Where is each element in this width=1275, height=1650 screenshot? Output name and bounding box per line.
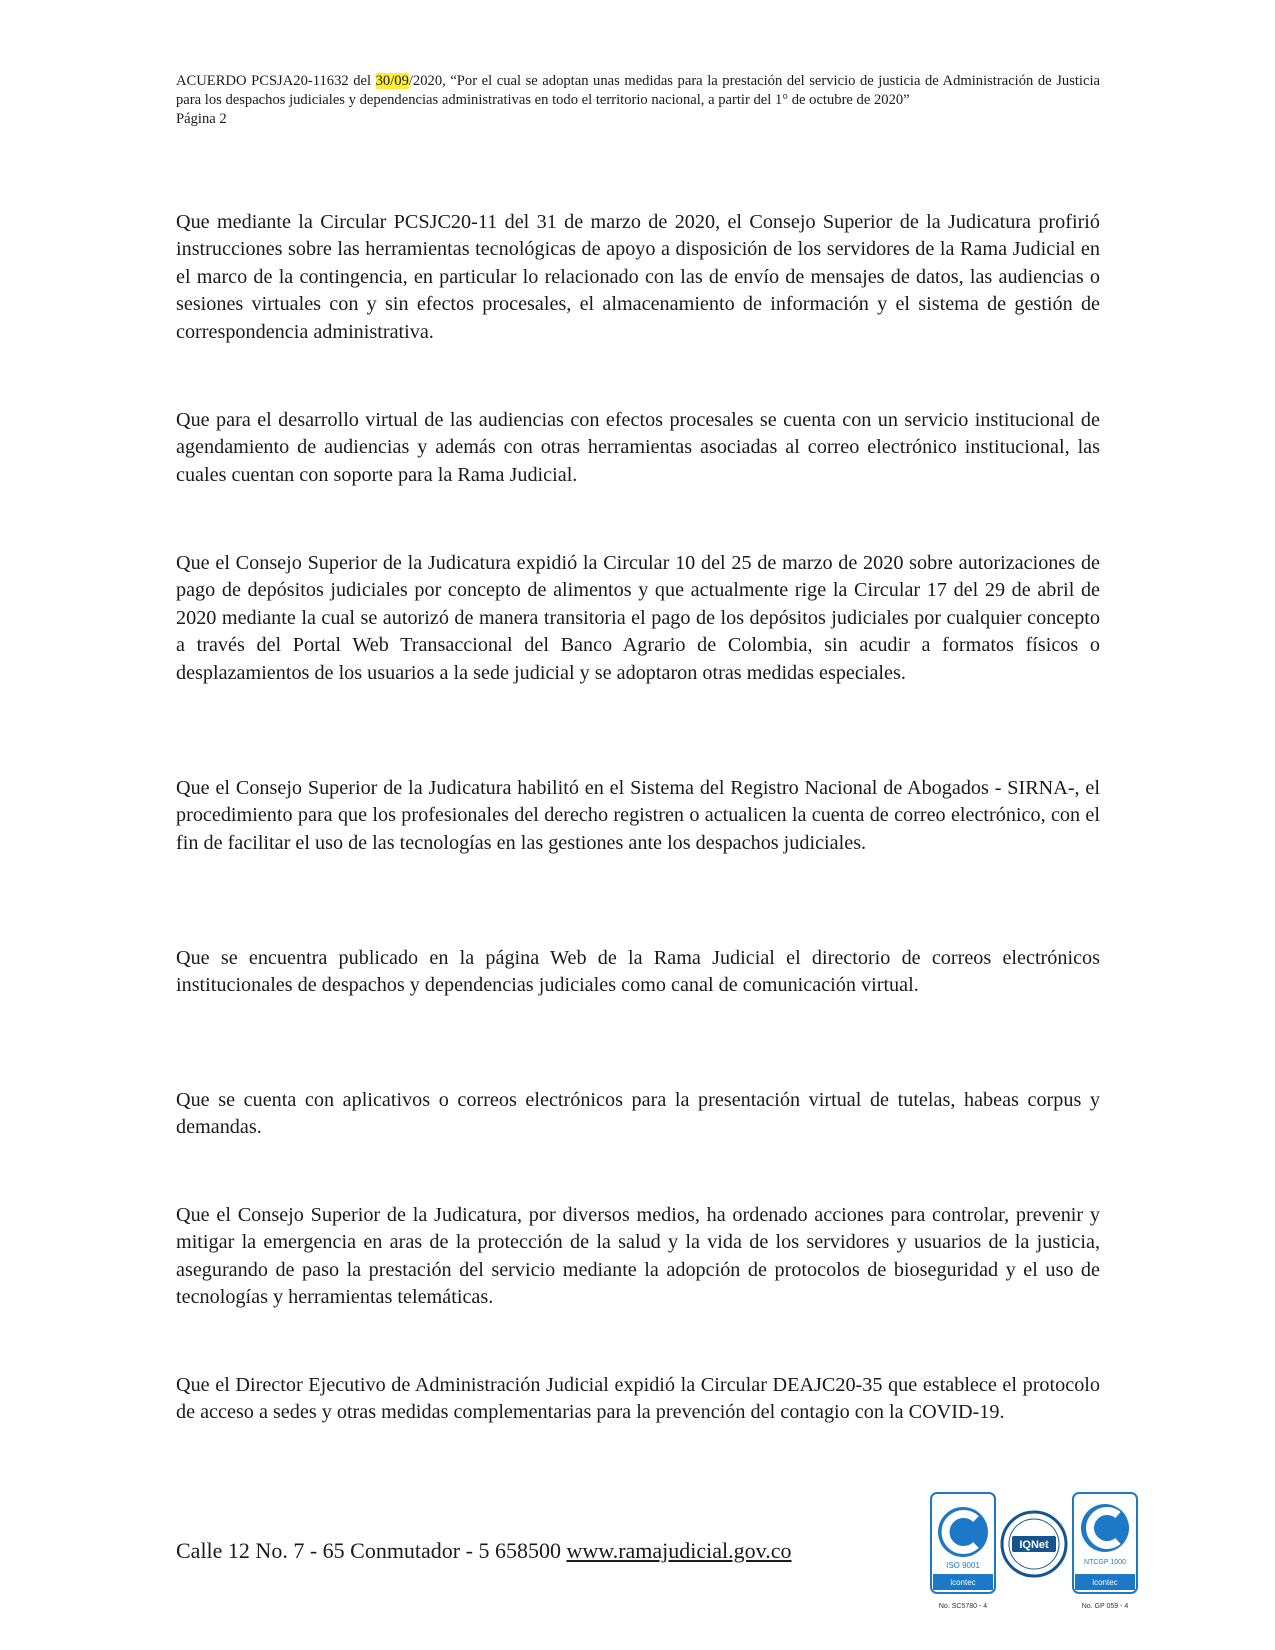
footer-address [176,1538,792,1564]
iso-brand-label: icontec [950,1578,976,1587]
iqnet-certification-logo [998,1504,1070,1584]
header-page-number: Página 2 [176,111,227,127]
ntcgp-brand-label: icontec [1092,1578,1118,1587]
paragraph-1: Que mediante la Circular PCSJC20-11 del 31 de marzo de 2020, el Consejo Superior de la Judicatura profirió instrucciones sobre las herramientas tecnológicas de apoyo a disposición de los servidores de la Rama Judicial en el marco de la contingencia, en particular lo relacionado con las de envío de mensajes de datos, las audiencias o sesiones virtuales con y sin efectos procesales, el almacenamiento de información y el sistema de gestión de correspondencia administrativa. [176,211,1100,343]
iqnet-label: IQNet [1019,1539,1049,1551]
paragraph-4: Que el Consejo Superior de la Judicatura habilitó en el Sistema del Registro Nacional de Abogados - SIRNA-, el procedimiento para que los profesionales del derecho registren o actualicen la cuenta de correo electrónico, con el fin de facilitar el uso de las tecnologías en las gestiones ante los despachos judiciales. [176,777,1100,854]
paragraph-3: Que el Consejo Superior de la Judicatura expidió la Circular 10 del 25 de marzo de 2020 sobre autorizaciones de pago de depósitos judiciales por concepto de alimentos y que actualmente rige la Circular 17 del 29 de abril de 2020 mediante la cual se autorizó de manera transitoria el pago de los depósitos judiciales por cualquier concepto a través del Portal Web Transaccional del Banco Agrario de Colombia, sin acudir a formatos físicos o desplazamientos de los usuarios a la sede judicial y se adoptaron otras medidas especiales. [176,552,1100,684]
certification-logos [930,1492,1140,1618]
ntcgp-cert-number: No. GP 059 - 4 [1081,1603,1129,1610]
footer-website-link[interactable]: www.ramajudicial.gov.co [566,1538,792,1563]
iso-label: ISO 9001 [946,1561,980,1570]
iso-certification-logo [930,1492,996,1618]
iso-cert-number: No. SC5780 - 4 [938,1603,988,1610]
header-agreement-ref: ACUERDO PCSJA20-11632 del [176,73,376,89]
paragraph-7: Que el Consejo Superior de la Judicatura, por diversos medios, ha ordenado acciones para controlar, prevenir y mitigar la emergencia en aras de la protección de la salud y la vida de los servidores y usuarios de la justicia, asegurando de paso la prestación del servicio mediante la adopción de protocolos de bioseguridad y el uso de tecnologías y herramientas telemáticas. [176,1204,1100,1309]
ntcgp-certification-logo [1072,1492,1138,1618]
header-agreement-title: /2020, “Por el cual se adoptan unas medidas para la prestación del servicio de justicia de Administración de Justicia para los despachos judiciales y dependencias administrativas en todo el territorio nacional, a partir del 1° de octubre de 2020” [176,73,1100,108]
paragraph-8: Que el Director Ejecutivo de Administración Judicial expidió la Circular DEAJC20-35 que establece el protocolo de acceso a sedes y otras medidas complementarias para la prevención del contagio con la COVID-19. [176,1374,1100,1424]
header-date-highlight: 30/09 [375,73,409,89]
paragraph-2: Que para el desarrollo virtual de las audiencias con efectos procesales se cuenta con un servicio institucional de agendamiento de audiencias y además con otras herramientas asociadas al correo electrónico institucional, las cuales cuentan con soporte para la Rama Judicial. [176,409,1100,486]
ntcgp-label: NTCGP 1000 [1084,1559,1126,1566]
paragraph-6: Que se cuenta con aplicativos o correos electrónicos para la presentación virtual de tutelas, habeas corpus y demandas. [176,1089,1100,1139]
footer-address-text: Calle 12 No. 7 - 65 Conmutador - 5 658500 [176,1538,567,1563]
document-header [176,72,1100,129]
paragraph-5: Que se encuentra publicado en la página Web de la Rama Judicial el directorio de correos electrónicos institucionales de despachos y dependencias judiciales como canal de comunicación virtual. [176,947,1100,997]
